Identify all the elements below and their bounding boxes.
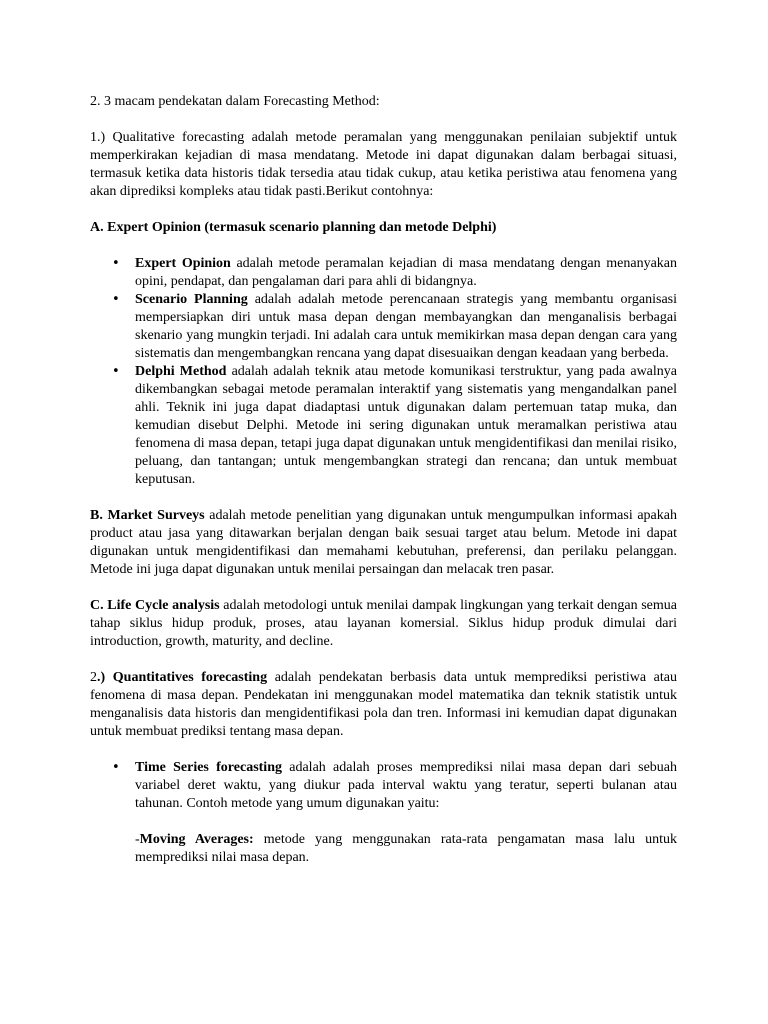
market-surveys-text: adalah metode penelitian yang digunakan untuk mengumpulkan informasi apakah product atau jasa yang ditawarkan berjalan dengan baik sesuai target atau belum. Metode ini dapat digunakan untuk mengidentifikasi dan memahami kebutuhan, preferensi, dan perilaku pelanggan. Metode ini juga dapat digunakan untuk menilai persaingan dan melacak tren pasar. (90, 508, 677, 577)
list-item-expert-opinion (90, 255, 677, 291)
quantitative-paragraph (90, 669, 677, 741)
qualitative-prefix: 1.) (90, 130, 113, 145)
expert-opinion-term: Expert Opinion (135, 256, 231, 271)
expert-opinion-text: adalah metode peramalan kejadian di masa mendatang dengan menanyakan opini, pendapat, dan pengalaman dari para ahli di bidangnya. (135, 256, 677, 289)
section-a-title-text: A. Expert Opinion (termasuk scenario planning dan metode Delphi) (90, 220, 497, 235)
moving-averages-text: metode yang menggunakan rata-rata pengamatan masa lalu untuk memprediksi nilai masa depan. (135, 832, 677, 865)
life-cycle-term: C. Life Cycle analysis (90, 598, 220, 613)
section-c-paragraph (90, 597, 677, 651)
section-a-title (90, 219, 677, 237)
list-item-scenario-planning (90, 291, 677, 363)
document-heading: 2. 3 macam pendekatan dalam Forecasting Method: (90, 94, 380, 109)
scenario-planning-text: adalah adalah metode perencanaan strategis yang membantu organisasi mempersiapkan diri untuk masa depan dengan membayangkan dan menganalisis berbagai skenario yang mungkin terjadi. Ini adalah cara untuk memikirkan masa depan dengan cara yang sistematis dan mengembangkan rencana yang dapat disesuaikan dengan keadaan yang berbeda. (135, 292, 677, 361)
quantitative-term: .) Quantitatives forecasting (97, 670, 268, 685)
delphi-method-term: Delphi Method (135, 364, 227, 379)
qualitative-text: Qualitative forecasting adalah metode peramalan yang menggunakan penilaian subjektif untuk memperkirakan kejadian di masa mendatang. Metode ini dapat digunakan dalam berbagai situasi, termasuk ketika data historis tidak tersedia atau tidak cukup, atau ketika peristiwa atau fenomena yang akan diprediksi kompleks atau tidak pasti.Berikut contohnya: (90, 130, 677, 199)
moving-averages-dash: - (135, 832, 140, 847)
life-cycle-text: adalah metodologi untuk menilai dampak lingkungan yang terkait dengan semua tahap siklus hidup produk, proses, atau layanan komersial. Siklus hidup produk dimulai dari introduction, growth, maturity, and decline. (90, 598, 677, 649)
time-series-text: adalah adalah proses memprediksi nilai masa depan dari sebuah variabel deret waktu, yang diukur pada interval waktu yang teratur, seperti bulanan atau tahunan. Contoh metode yang umum digunakan yaitu: (135, 760, 677, 811)
quantitative-prefix: 2 (90, 670, 97, 685)
section-a-list (90, 255, 677, 489)
moving-averages-term: Moving Averages: (139, 832, 254, 847)
qualitative-paragraph (90, 129, 677, 201)
delphi-method-text: adalah adalah teknik atau metode komunikasi terstruktur, yang pada awalnya dikembangkan sebagai metode peramalan interaktif yang sistematis yang mengandalkan panel ahli. Teknik ini juga dapat diadaptasi untuk digunakan dalam pertemuan tatap muka, dan kemudian disebut Delphi. Metode ini sering digunakan untuk meramalkan peristiwa atau fenomena di masa depan, tetapi juga dapat digunakan untuk mengidentifikasi dan menilai risiko, peluang, dan tantangan; untuk mengembangkan strategi dan rencana; dan untuk membuat keputusan. (135, 364, 677, 487)
section-b-paragraph (90, 507, 677, 579)
moving-averages-paragraph (90, 831, 677, 867)
quantitative-text: adalah pendekatan berbasis data untuk memprediksi peristiwa atau fenomena di masa depan. Pendekatan ini menggunakan model matematika dan teknik statistik untuk menganalisis data historis dan mengidentifikasi pola dan tren. Informasi ini kemudian dapat digunakan untuk membuat prediksi tentang masa depan. (90, 670, 677, 739)
time-series-term: Time Series forecasting (135, 760, 282, 775)
list-item-delphi-method (90, 363, 677, 489)
quantitative-list (90, 759, 677, 813)
list-item-time-series (90, 759, 677, 813)
scenario-planning-term: Scenario Planning (135, 292, 248, 307)
market-surveys-term: B. Market Surveys (90, 508, 205, 523)
